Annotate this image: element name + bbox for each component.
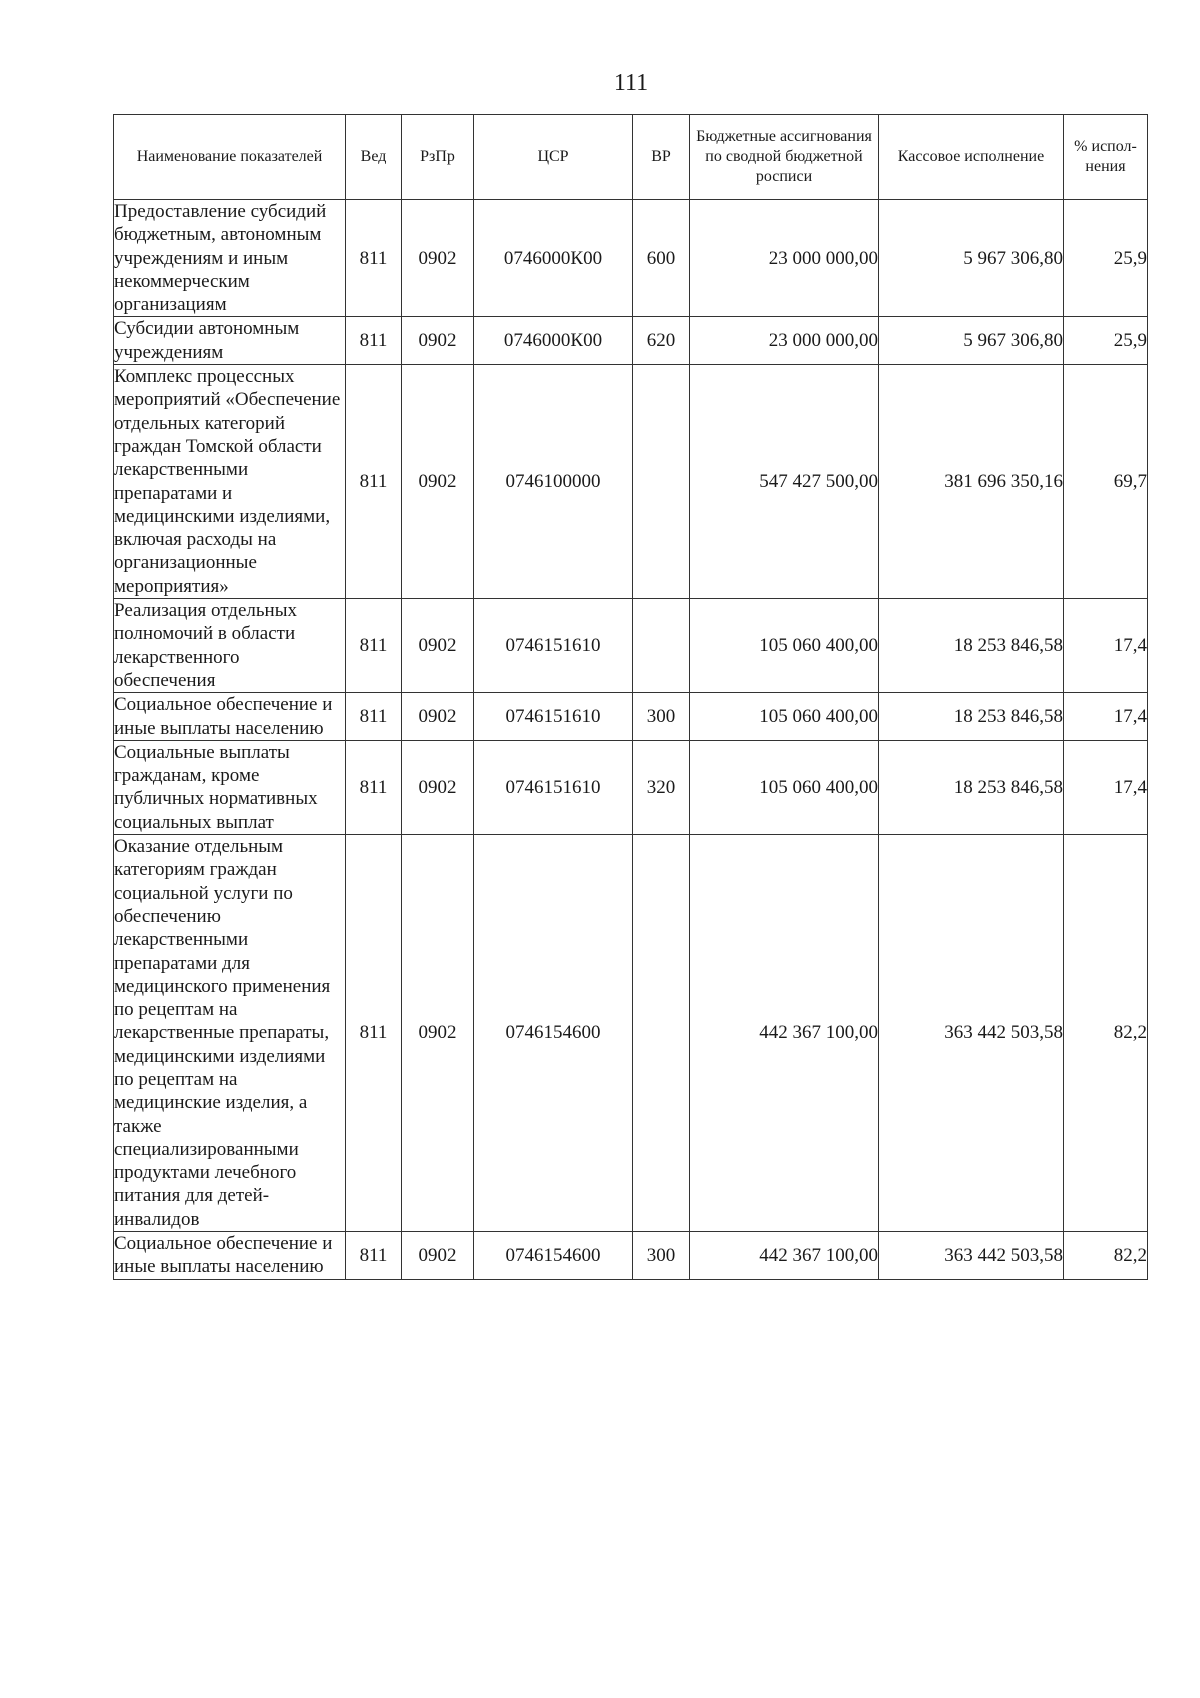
row-ved: 811	[346, 740, 402, 834]
table-row	[114, 693, 1148, 741]
row-rzpr: 0902	[402, 835, 474, 1232]
row-name: Реализация отдельных полномочий в области лекарственного обеспечения	[114, 599, 346, 693]
table-row	[114, 835, 1148, 1232]
row-name: Социальное обеспечение и иные выплаты населению	[114, 693, 346, 741]
row-budget: 105 060 400,00	[690, 740, 879, 834]
row-csr: 0746154600	[474, 1232, 633, 1280]
header-csr: ЦСР	[474, 115, 633, 200]
row-cash: 363 442 503,58	[879, 1232, 1064, 1280]
row-percent: 69,7	[1064, 365, 1148, 599]
row-csr: 0746151610	[474, 693, 633, 741]
row-percent: 82,2	[1064, 1232, 1148, 1280]
table-row	[114, 1232, 1148, 1280]
header-budget: Бюджетные ассигнования по сводной бюджетной росписи	[690, 115, 879, 200]
row-percent: 17,4	[1064, 740, 1148, 834]
table-row	[114, 200, 1148, 317]
row-vr	[633, 599, 690, 693]
row-rzpr: 0902	[402, 740, 474, 834]
row-cash: 5 967 306,80	[879, 317, 1064, 365]
row-vr: 600	[633, 200, 690, 317]
row-budget: 105 060 400,00	[690, 693, 879, 741]
row-ved: 811	[346, 200, 402, 317]
header-rzpr: РзПр	[402, 115, 474, 200]
header-ved: Вед	[346, 115, 402, 200]
row-rzpr: 0902	[402, 599, 474, 693]
budget-execution-table	[113, 114, 1148, 1280]
row-percent: 17,4	[1064, 693, 1148, 741]
row-percent: 25,9	[1064, 317, 1148, 365]
row-rzpr: 0902	[402, 200, 474, 317]
row-vr: 620	[633, 317, 690, 365]
row-cash: 18 253 846,58	[879, 740, 1064, 834]
row-percent: 25,9	[1064, 200, 1148, 317]
row-csr: 0746151610	[474, 599, 633, 693]
row-vr: 320	[633, 740, 690, 834]
table-row	[114, 740, 1148, 834]
header-cash: Кассовое исполнение	[879, 115, 1064, 200]
row-name: Субсидии автономным учреждениям	[114, 317, 346, 365]
row-budget: 442 367 100,00	[690, 835, 879, 1232]
row-percent: 17,4	[1064, 599, 1148, 693]
row-ved: 811	[346, 317, 402, 365]
row-ved: 811	[346, 599, 402, 693]
row-cash: 363 442 503,58	[879, 835, 1064, 1232]
row-csr: 0746154600	[474, 835, 633, 1232]
row-cash: 18 253 846,58	[879, 693, 1064, 741]
row-csr: 0746151610	[474, 740, 633, 834]
row-budget: 105 060 400,00	[690, 599, 879, 693]
row-csr: 0746100000	[474, 365, 633, 599]
row-name: Социальные выплаты гражданам, кроме публичных нормативных социальных выплат	[114, 740, 346, 834]
row-ved: 811	[346, 1232, 402, 1280]
table-header-row	[114, 115, 1148, 200]
row-csr: 0746000К00	[474, 200, 633, 317]
row-cash: 5 967 306,80	[879, 200, 1064, 317]
row-rzpr: 0902	[402, 365, 474, 599]
row-budget: 442 367 100,00	[690, 1232, 879, 1280]
row-ved: 811	[346, 693, 402, 741]
row-rzpr: 0902	[402, 317, 474, 365]
row-csr: 0746000К00	[474, 317, 633, 365]
row-name: Оказание отдельным категориям граждан социальной услуги по обеспечению лекарственными препаратами для медицинского применения по рецептам на лекарственные препараты, медицинскими изделиями по рецептам на медицинские изделия, а также специализированными продуктами лечебного питания для детей-инвалидов	[114, 835, 346, 1232]
row-budget: 23 000 000,00	[690, 317, 879, 365]
row-cash: 18 253 846,58	[879, 599, 1064, 693]
page-number: 111	[613, 70, 649, 96]
header-name: Наименование показателей	[114, 115, 346, 200]
header-vr: ВР	[633, 115, 690, 200]
row-rzpr: 0902	[402, 1232, 474, 1280]
row-name: Социальное обеспечение и иные выплаты населению	[114, 1232, 346, 1280]
row-percent: 82,2	[1064, 835, 1148, 1232]
row-vr: 300	[633, 693, 690, 741]
row-vr	[633, 365, 690, 599]
row-name: Предоставление субсидий бюджетным, автономным учреждениям и иным некоммерческим организациям	[114, 200, 346, 317]
row-name: Комплекс процессных мероприятий «Обеспечение отдельных категорий граждан Томской области лекарственными препаратами и медицинскими изделиями, включая расходы на организационные мероприятия»	[114, 365, 346, 599]
header-percent: % испол-нения	[1064, 115, 1148, 200]
row-rzpr: 0902	[402, 693, 474, 741]
row-ved: 811	[346, 835, 402, 1232]
table-row	[114, 599, 1148, 693]
table-row	[114, 365, 1148, 599]
row-cash: 381 696 350,16	[879, 365, 1064, 599]
row-vr: 300	[633, 1232, 690, 1280]
row-ved: 811	[346, 365, 402, 599]
row-budget: 23 000 000,00	[690, 200, 879, 317]
table-row	[114, 317, 1148, 365]
row-budget: 547 427 500,00	[690, 365, 879, 599]
row-vr	[633, 835, 690, 1232]
